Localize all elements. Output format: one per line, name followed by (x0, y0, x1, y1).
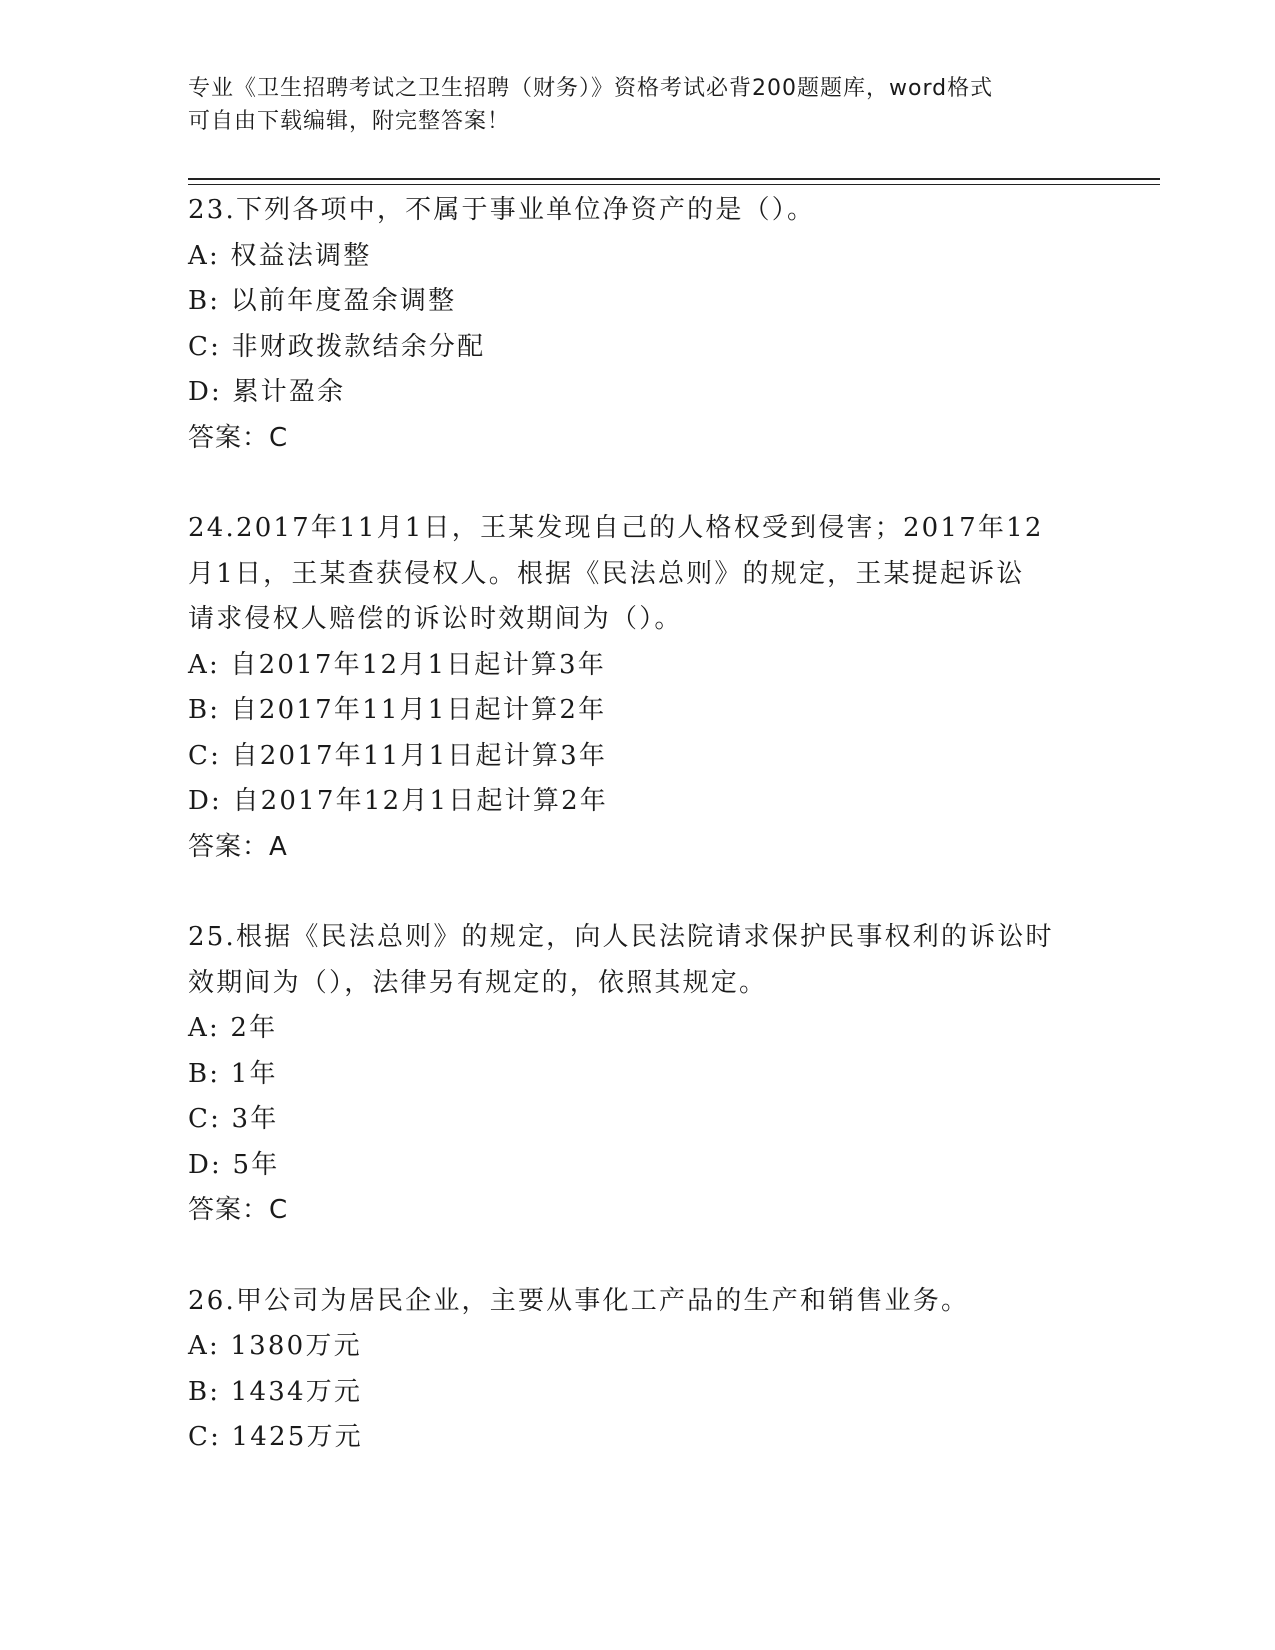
question-stem: 26.甲公司为居民企业，主要从事化工产品的生产和销售业务。 (188, 1285, 970, 1316)
question-25 (188, 915, 1088, 1234)
option-c: C: 1425万元 (188, 1422, 363, 1452)
document-header (188, 72, 1088, 138)
question-stem: 25.根据《民法总则》的规定，向人民法院请求保护民事权利的诉讼时 (188, 922, 1054, 952)
option-a: A: 自2017年12月1日起计算3年 (188, 649, 606, 680)
question-stem: 23.下列各项中，不属于事业单位净资产的是（）。 (188, 195, 816, 225)
header-divider-thick (188, 178, 1160, 180)
option-c: C: 自2017年11月1日起计算3年 (188, 740, 608, 771)
option-a: A: 2年 (188, 1013, 278, 1043)
header-line-1: 专业《卫生招聘考试之卫生招聘（财务）》资格考试必背200题题库，word格式 (188, 76, 994, 101)
option-a: A: 1380万元 (188, 1331, 362, 1361)
answer: 答案：C (188, 422, 289, 453)
option-b: B: 以前年度盈余调整 (188, 286, 457, 316)
option-d: D: 自2017年12月1日起计算2年 (188, 786, 609, 816)
header-divider-thin (188, 184, 1160, 185)
question-spacer (188, 1234, 1088, 1279)
option-b: B: 自2017年11月1日起计算2年 (188, 695, 607, 725)
header-line-2: 可自由下载编辑，附完整答案！ (188, 109, 511, 134)
question-stem: 月1日，王某查获侵权人。根据《民法总则》的规定，王某提起诉讼 (188, 558, 1025, 589)
question-24 (188, 506, 1088, 870)
option-b: B: 1434万元 (188, 1376, 363, 1407)
option-c: C: 3年 (188, 1104, 279, 1134)
question-stem: 效期间为（），法律另有规定的，依照其规定。 (188, 967, 768, 998)
question-list (188, 188, 1088, 1461)
option-d: D: 5年 (188, 1149, 280, 1180)
question-26 (188, 1279, 1088, 1461)
question-spacer (188, 870, 1088, 915)
option-d: D: 累计盈余 (188, 377, 346, 407)
option-b: B: 1年 (188, 1058, 278, 1089)
question-stem: 请求侵权人赔偿的诉讼时效期间为（）。 (188, 604, 683, 634)
option-c: C: 非财政拨款结余分配 (188, 331, 486, 362)
question-spacer (188, 461, 1088, 506)
option-a: A: 权益法调整 (188, 240, 372, 271)
question-stem: 24.2017年11月1日，王某发现自己的人格权受到侵害；2017年12 (188, 513, 1044, 543)
answer: 答案：C (188, 1195, 289, 1225)
question-23 (188, 188, 1088, 461)
answer: 答案：A (188, 831, 288, 862)
